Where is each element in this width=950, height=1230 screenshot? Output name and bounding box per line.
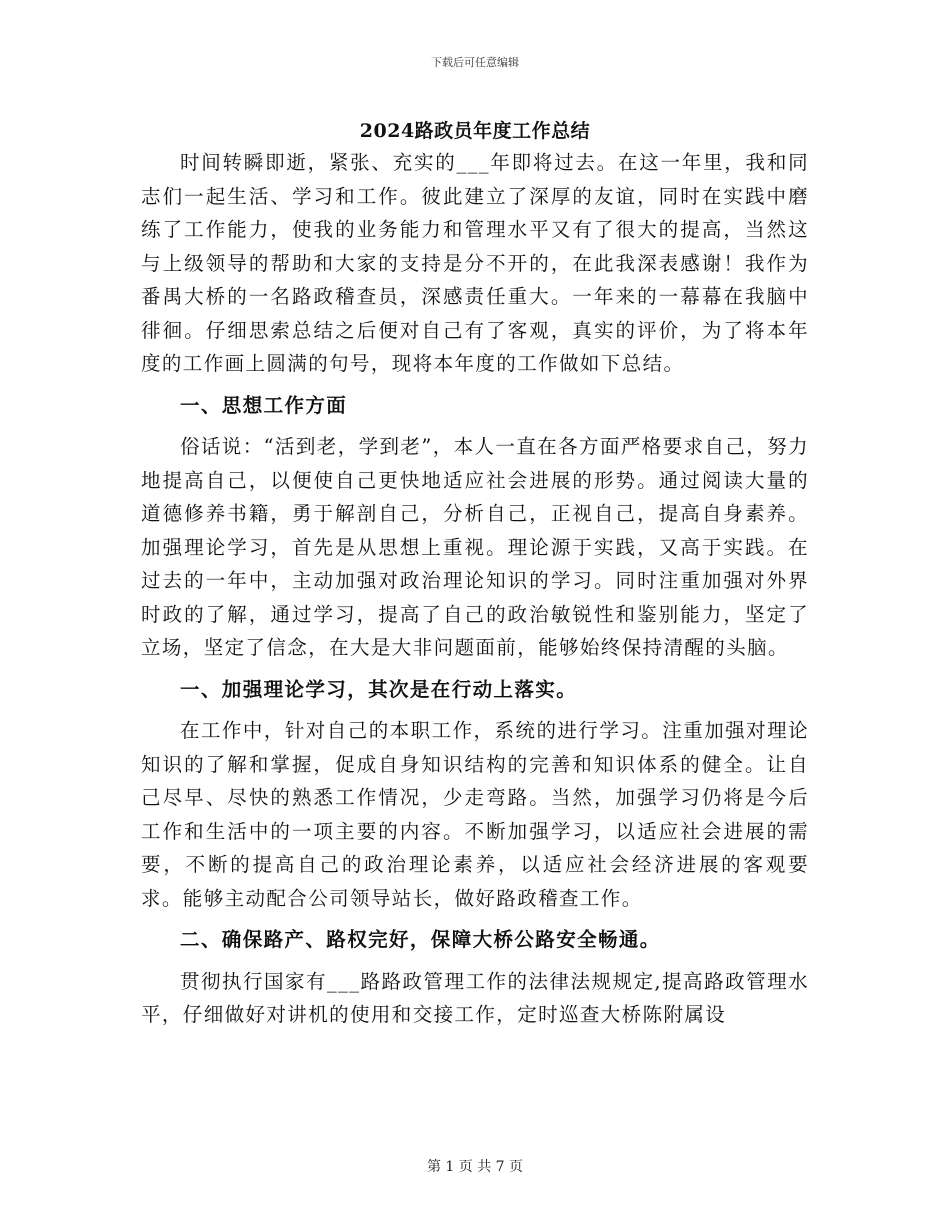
page-number-footer: 第 1 页 共 7 页 bbox=[426, 1159, 524, 1175]
paragraph-theory-study: 在工作中，针对自己的本职工作，系统的进行学习。注重加强对理论知识的了解和掌握，促成自身知识结构的完善和知识体系的健全。让自己尽早、尽快的熟悉工作情况，少走弯路。当然，加强学习仍将是今后工作和生活中的一项主要的内容。不断加强学习，以适应社会进展的需要，不断的提高自己的政治理论素养，以适应社会经济进展的客观要求。能够主动配合公司领导站长，做好路政稽查工作。 bbox=[141, 719, 809, 910]
section-heading-theory-study: 一、加强理论学习，其次是在行动上落实。 bbox=[180, 677, 578, 701]
section-heading-road-safety: 二、确保路产、路权完好，保障大桥公路安全畅通。 bbox=[180, 928, 661, 951]
page-header-note: 下载后可任意编辑 bbox=[431, 56, 519, 69]
paragraph-road-safety: 贯彻执行国家有___路路政管理工作的法律法规规定,提高路政管理水平，仔细做好对讲机的使用和交接工作，定时巡查大桥陈附属设 bbox=[141, 969, 809, 1026]
intro-paragraph: 时间转瞬即逝，紧张、充实的___年即将过去。在这一年里，我和同志们一起生活、学习和工作。彼此建立了深厚的友谊，同时在实践中磨练了工作能力，使我的业务能力和管理水平又有了很大的提高，当然这与上级领导的帮助和大家的支持是分不开的，在此我深表感谢！我作为番禺大桥的一名路政稽查员，深感责任重大。一年来的一幕幕在我脑中徘徊。仔细思索总结之后便对自己有了客观，真实的评价，为了将本年度的工作画上圆满的句号，现将本年度的工作做如下总结。 bbox=[141, 151, 809, 375]
section-heading-ideology: 一、思想工作方面 bbox=[180, 393, 348, 417]
document-title: 2024路政员年度工作总结 bbox=[359, 120, 591, 142]
document-body bbox=[141, 146, 809, 1032]
paragraph-ideology: 俗话说：“活到老，学到老”，本人一直在各方面严格要求自己，努力地提高自己，以便使自己更快地适应社会进展的形势。通过阅读大量的道德修养书籍，勇于解剖自己，分析自己，正视自己，提高自身素养。加强理论学习，首先是从思想上重视。理论源于实践，又高于实践。在过去的一年中，主动加强对政治理论知识的学习。同时注重加强对外界时政的了解，通过学习，提高了自己的政治敏锐性和鉴别能力，坚定了立场，坚定了信念，在大是大非问题面前，能够始终保持清醒的头脑。 bbox=[141, 435, 809, 659]
